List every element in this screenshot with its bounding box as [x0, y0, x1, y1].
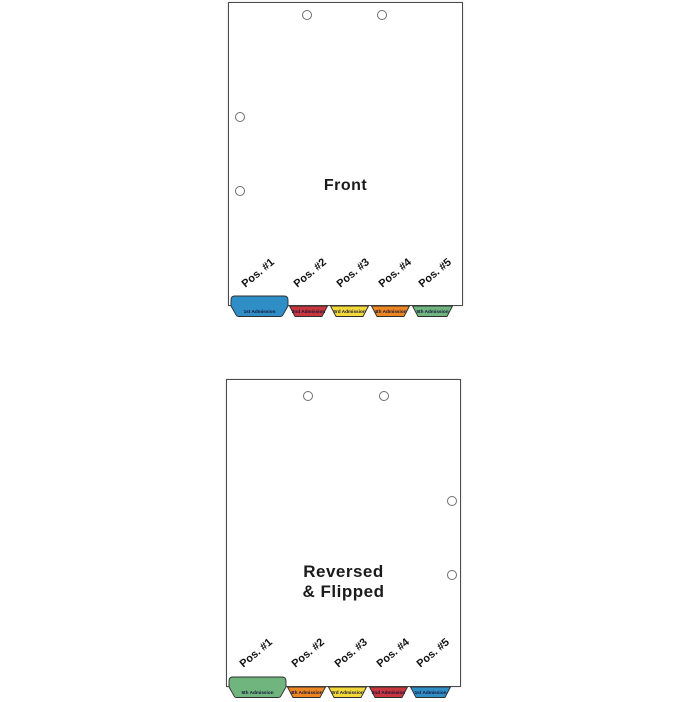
back-tab-1-title: 5th Admission — [241, 690, 274, 696]
punch-hole — [377, 10, 387, 20]
punch-hole — [302, 10, 312, 20]
back-tab-row — [226, 674, 463, 702]
front-tab-4-title: 4th Admission — [374, 309, 407, 315]
front-pos-label-4: Pos. #4 — [376, 256, 414, 291]
front-tab-2-title: 2nd Admission — [291, 309, 326, 315]
back-tab-4-title: 2nd Admission — [371, 690, 406, 696]
front-tab-row — [228, 293, 465, 321]
punch-hole — [379, 391, 389, 401]
front-sheet-title: Front — [323, 177, 368, 194]
back-tab-3-title: 3rd Admission — [331, 690, 364, 696]
back-tab-5-title: 1st Admission — [414, 690, 447, 696]
front-pos-label-2: Pos. #2 — [291, 256, 329, 291]
back-divider-sheet — [226, 379, 461, 696]
back-sheet-title-line2: & Flipped — [302, 582, 385, 601]
front-pos-label-3: Pos. #3 — [334, 256, 372, 291]
back-sheet-title — [227, 562, 460, 602]
back-pos-label-3: Pos. #3 — [332, 636, 370, 671]
back-pos-label-5: Pos. #5 — [414, 636, 452, 671]
front-pos-label-1: Pos. #1 — [239, 256, 277, 291]
back-pos-label-2: Pos. #2 — [289, 636, 327, 671]
back-tab-2-title: 4th Admission — [290, 690, 323, 696]
front-tab-3-title: 3rd Admission — [333, 309, 366, 315]
front-tab-1-title: 1st Admission — [243, 309, 276, 315]
punch-hole — [447, 496, 457, 506]
back-pos-label-4: Pos. #4 — [374, 636, 412, 671]
punch-hole — [235, 112, 245, 122]
front-pos-label-5: Pos. #5 — [416, 256, 454, 291]
front-tab-5-title: 5th Admission — [416, 309, 449, 315]
back-pos-label-1: Pos. #1 — [237, 636, 275, 671]
back-sheet-title-line1: Reversed — [303, 562, 384, 581]
punch-hole — [303, 391, 313, 401]
front-divider-sheet — [228, 2, 463, 315]
